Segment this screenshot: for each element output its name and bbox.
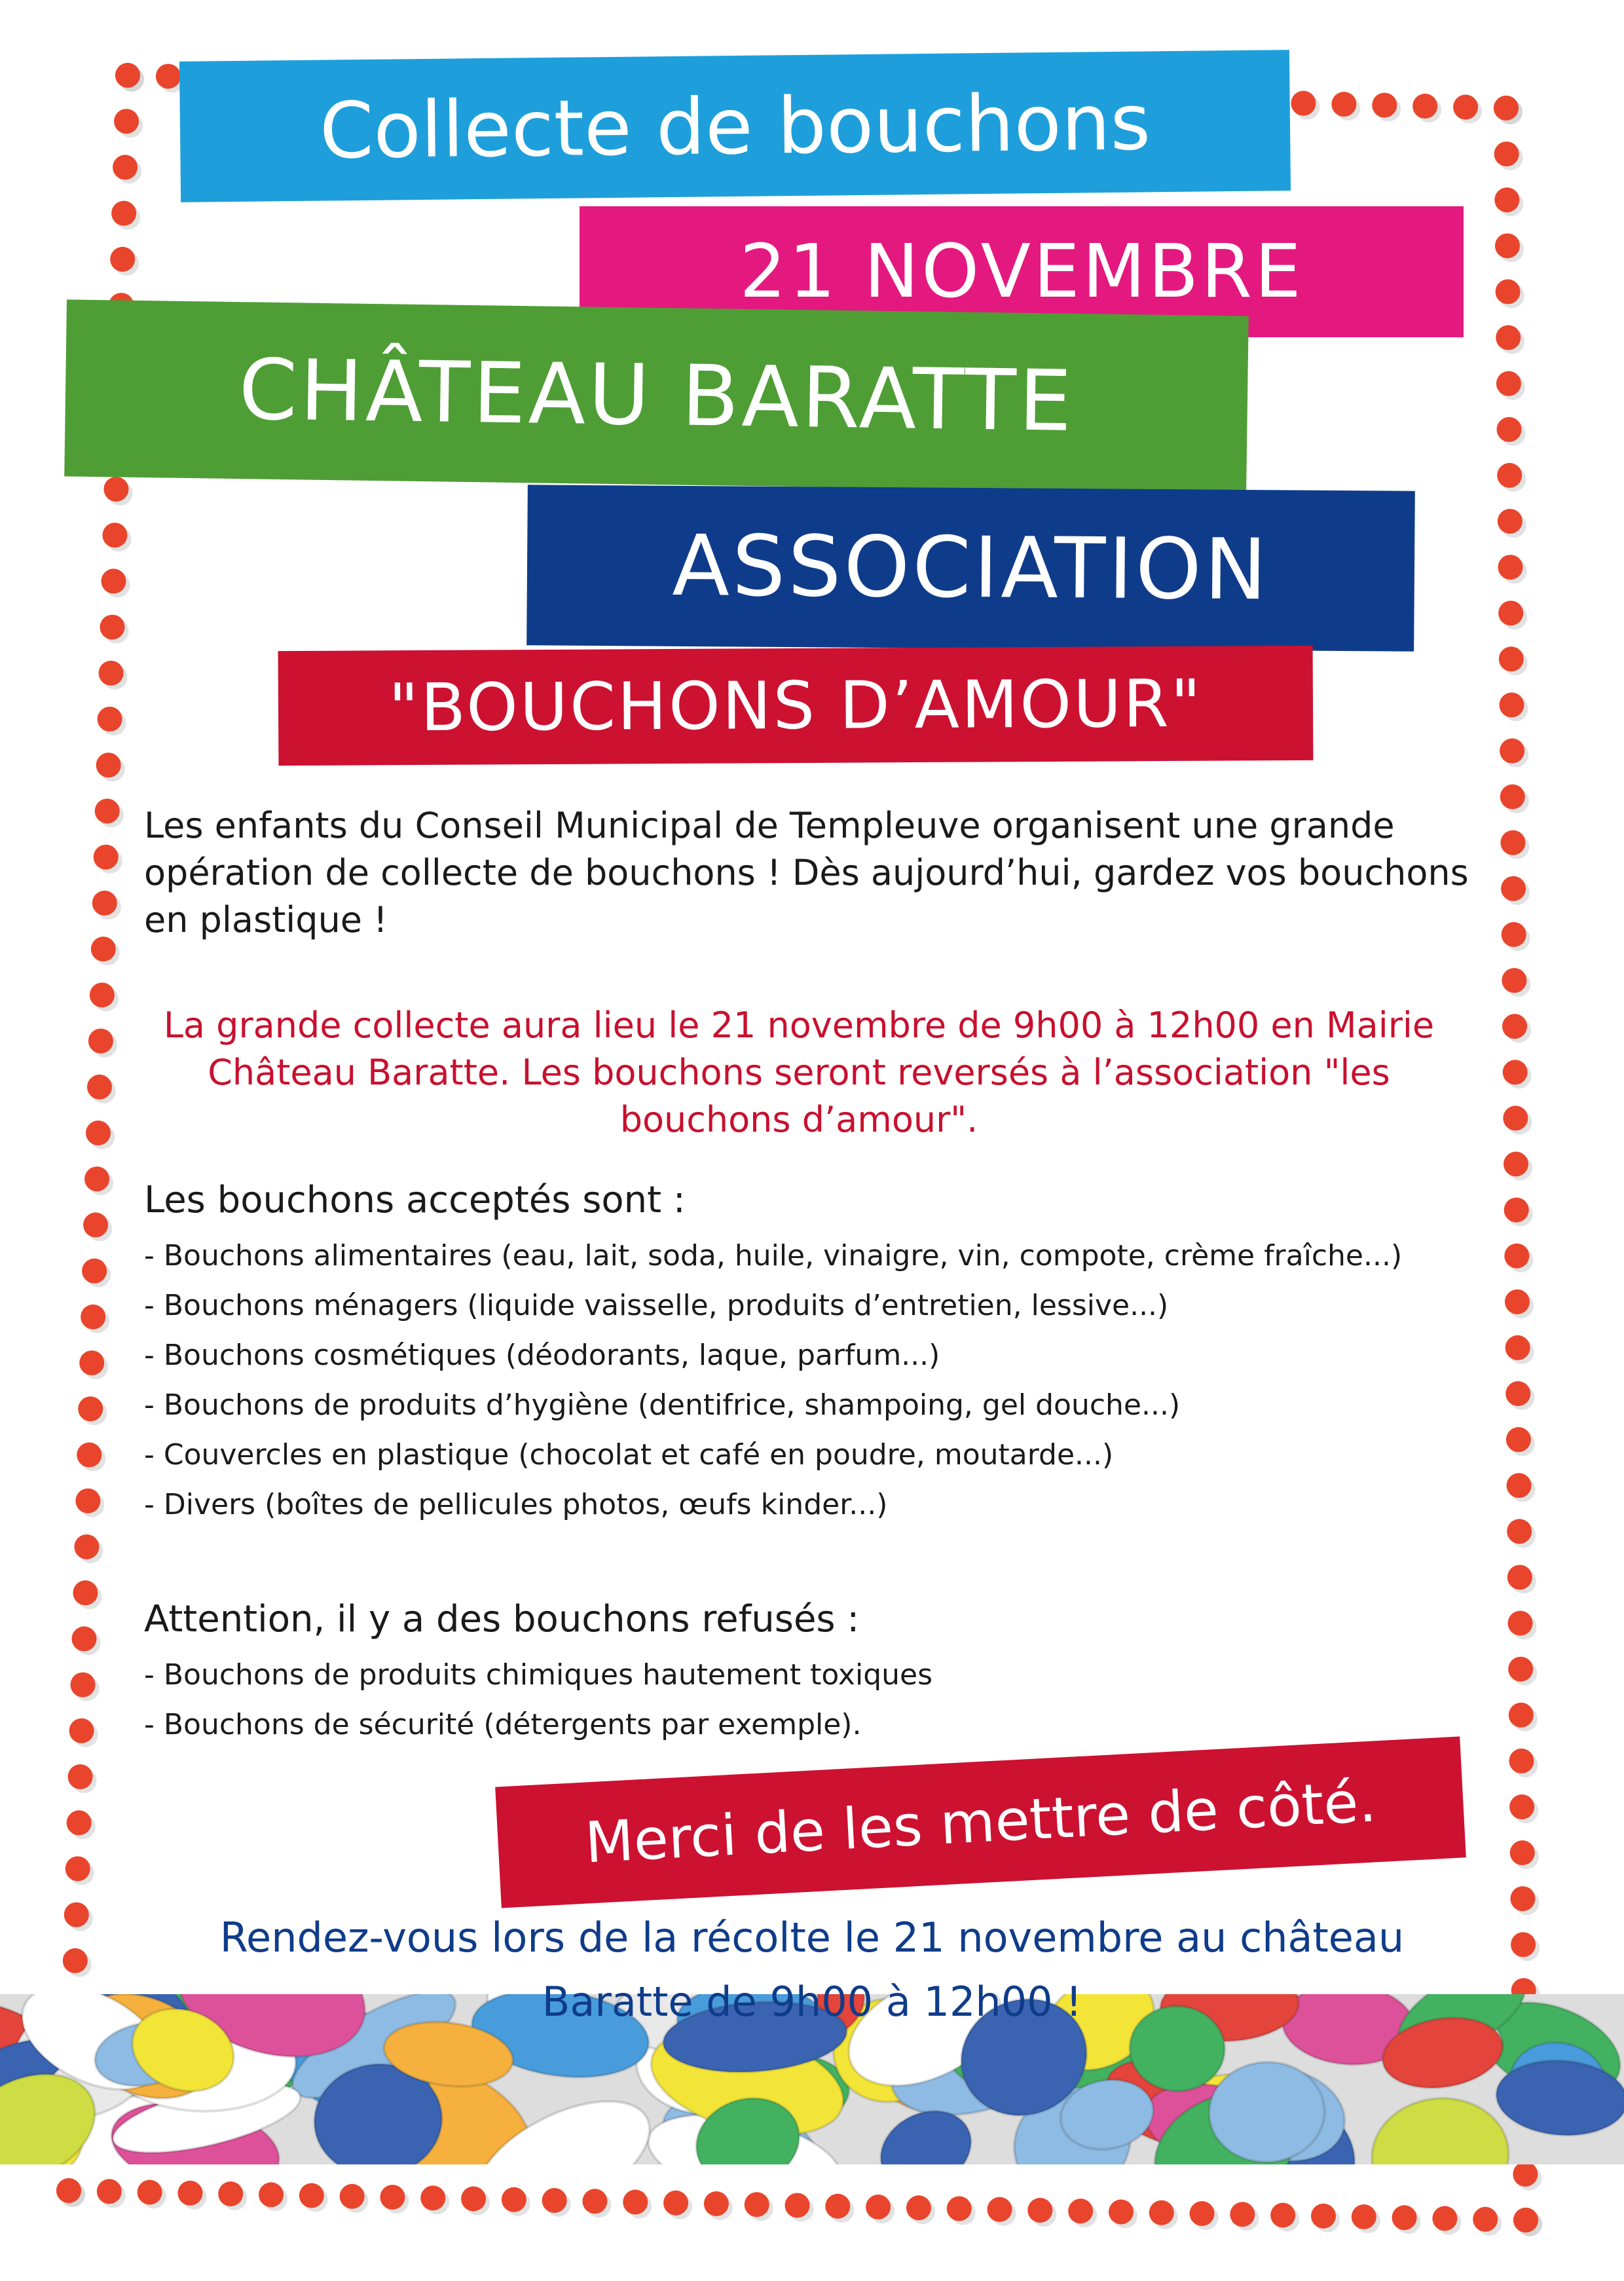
dot xyxy=(1502,1014,1527,1039)
dot xyxy=(97,2179,122,2204)
dot xyxy=(1496,325,1521,350)
dot xyxy=(947,2197,972,2221)
banner-nom-association: "BOUCHONS D’AMOUR" xyxy=(278,646,1314,766)
dot xyxy=(218,2181,243,2206)
dot xyxy=(1496,371,1521,396)
dot xyxy=(1497,463,1522,488)
dot xyxy=(99,661,124,686)
dot xyxy=(103,477,128,502)
dot xyxy=(1513,2162,1538,2187)
list-item: - Bouchons ménagers (liquide vaisselle, produits d’entretien, lessive...) xyxy=(144,1289,1169,1322)
dot xyxy=(1501,876,1526,901)
dot xyxy=(88,1029,113,1054)
dot xyxy=(1412,94,1437,119)
dot xyxy=(56,2178,81,2203)
dot xyxy=(1068,2198,1093,2223)
dot xyxy=(1499,646,1524,671)
dot xyxy=(1507,1473,1532,1498)
dot xyxy=(81,1305,105,1329)
dot xyxy=(1311,2204,1336,2229)
dot xyxy=(1505,1335,1530,1360)
banner-collecte: Collecte de bouchons xyxy=(179,50,1291,202)
list-item: - Bouchons de produits d’hygiène (dentifrice, shampoing, gel douche...) xyxy=(144,1388,1181,1422)
dot xyxy=(1352,2204,1376,2229)
dot xyxy=(1508,1611,1533,1636)
banner-merci: Merci de les mettre de côté. xyxy=(495,1737,1466,1908)
dot xyxy=(67,1810,92,1835)
dot xyxy=(1495,233,1520,258)
dot xyxy=(1508,1657,1533,1682)
dot xyxy=(987,2197,1012,2222)
dot xyxy=(1503,1060,1528,1085)
dot xyxy=(1496,279,1521,304)
dot xyxy=(866,2195,891,2219)
dot xyxy=(1027,2198,1052,2223)
dot xyxy=(1149,2200,1174,2225)
dot xyxy=(86,1121,111,1145)
dot xyxy=(1507,1519,1532,1544)
dot xyxy=(82,1259,107,1284)
banner-association: ASSOCIATION xyxy=(526,485,1415,651)
dot xyxy=(92,891,117,916)
dot xyxy=(1506,1427,1531,1452)
dot xyxy=(299,2183,324,2208)
dot xyxy=(84,1166,109,1191)
dot xyxy=(1291,91,1316,116)
dot xyxy=(1505,1381,1530,1406)
intro-paragraph: Les enfants du Conseil Municipal de Templeuve organisent une grande opération de collecte de bouchons ! Dès aujourd’hui, gardez vos bouchons en plastique ! xyxy=(144,805,1469,940)
list-item: - Divers (boîtes de pellicules photos, œufs kinder...) xyxy=(144,1488,888,1521)
dot xyxy=(1372,93,1397,118)
dot xyxy=(78,1396,103,1421)
dot xyxy=(110,247,135,272)
dot xyxy=(1509,1703,1534,1728)
dot xyxy=(138,2180,162,2205)
dot xyxy=(663,2191,688,2216)
refused-list xyxy=(144,1650,1454,1750)
dot xyxy=(704,2191,729,2216)
dot xyxy=(1331,92,1356,117)
dot xyxy=(90,982,115,1007)
dot xyxy=(79,1350,104,1375)
dot xyxy=(101,568,126,593)
dot xyxy=(1432,2206,1457,2231)
dot xyxy=(1502,922,1526,947)
dot xyxy=(1503,1105,1528,1130)
dot xyxy=(94,845,119,870)
dot xyxy=(745,2192,769,2217)
dot xyxy=(113,155,138,179)
dot xyxy=(1494,141,1519,166)
banner-date: 21 NOVEMBRE xyxy=(580,206,1464,337)
dot xyxy=(77,1443,101,1468)
dot xyxy=(1509,1794,1534,1819)
dot xyxy=(63,1948,88,1973)
dot xyxy=(64,1902,89,1927)
dot xyxy=(1392,2205,1417,2230)
dot xyxy=(156,64,181,88)
dot xyxy=(461,2187,486,2212)
dot xyxy=(102,523,127,547)
dot xyxy=(542,2188,567,2213)
dot xyxy=(825,2194,850,2219)
dot xyxy=(87,1075,112,1100)
list-item: - Bouchons de sécurité (détergents par exemple). xyxy=(144,1708,862,1741)
refused-heading: Attention, il y a des bouchons refusés : xyxy=(144,1598,860,1641)
dot xyxy=(111,201,136,226)
dot xyxy=(623,2190,648,2215)
dot xyxy=(906,2195,931,2220)
dot xyxy=(100,615,125,640)
list-item: - Bouchons alimentaires (eau, lait, soda, huile, vinaigre, vin, compote, crème fraîche...) xyxy=(144,1239,1403,1272)
dot xyxy=(502,2187,526,2212)
dot xyxy=(420,2185,445,2210)
dot xyxy=(1500,739,1524,764)
list-item: - Bouchons de produits chimiques hautement toxiques xyxy=(144,1658,933,1692)
accepted-list xyxy=(144,1231,1454,1530)
list-item: - Couvercles en plastique (chocolat et café en poudre, moutarde...) xyxy=(144,1438,1114,1472)
collecte-info: La grande collecte aura lieu le 21 novembre de 9h00 à 12h00 en Mairie Château Baratte. Les bouchons seront reversés à l’association "les bouchons d’amour". xyxy=(163,1005,1435,1140)
dot xyxy=(115,63,140,88)
dot xyxy=(1498,555,1523,580)
dot xyxy=(340,2184,365,2209)
dot xyxy=(177,2181,202,2206)
dot xyxy=(1504,1198,1529,1223)
dot xyxy=(1510,1840,1535,1865)
dot xyxy=(1500,830,1525,855)
dot xyxy=(1507,1565,1532,1589)
accepted-heading: Les bouchons acceptés sont : xyxy=(144,1179,686,1221)
dot xyxy=(1453,95,1478,120)
dot xyxy=(98,707,122,732)
dot xyxy=(582,2189,607,2214)
dot xyxy=(1509,1749,1534,1773)
dot xyxy=(1498,601,1523,625)
dot xyxy=(83,1212,108,1237)
dot xyxy=(380,2185,405,2210)
list-item: - Bouchons cosmétiques (déodorants, laque, parfum...) xyxy=(144,1339,940,1372)
dot xyxy=(1504,1152,1528,1177)
dot xyxy=(71,1673,96,1697)
dot xyxy=(1190,2201,1215,2226)
dot xyxy=(69,1718,94,1743)
dot xyxy=(95,798,120,823)
dot xyxy=(65,1856,90,1881)
dot xyxy=(75,1489,100,1513)
dot xyxy=(1502,968,1526,993)
dot xyxy=(1109,2200,1134,2225)
dot xyxy=(1511,1932,1536,1957)
dot xyxy=(1494,96,1519,121)
dot xyxy=(785,2193,810,2218)
dot xyxy=(259,2182,284,2207)
dot xyxy=(1494,187,1519,212)
dot xyxy=(71,1626,96,1651)
dot xyxy=(1500,785,1525,809)
dot xyxy=(1497,417,1522,442)
dot xyxy=(1498,509,1522,534)
dot xyxy=(1510,1886,1535,1911)
dot xyxy=(1504,1244,1529,1269)
dot xyxy=(114,109,139,134)
dot xyxy=(1473,2207,1498,2232)
dot xyxy=(74,1534,99,1559)
banner-lieu: CHÂTEAU BARATTE xyxy=(64,299,1249,492)
dot xyxy=(1499,692,1524,717)
dot xyxy=(1270,2203,1295,2228)
dot xyxy=(1505,1289,1530,1314)
dot xyxy=(96,752,121,777)
rendez-vous-text: Rendez-vous lors de la récolte le 21 novembre au château Baratte de 9h00 à 12h00 ! xyxy=(219,1914,1405,2026)
dot xyxy=(73,1580,98,1605)
dot xyxy=(91,937,116,961)
dot xyxy=(1513,2208,1538,2233)
dot xyxy=(68,1764,93,1789)
dot xyxy=(1230,2202,1255,2227)
